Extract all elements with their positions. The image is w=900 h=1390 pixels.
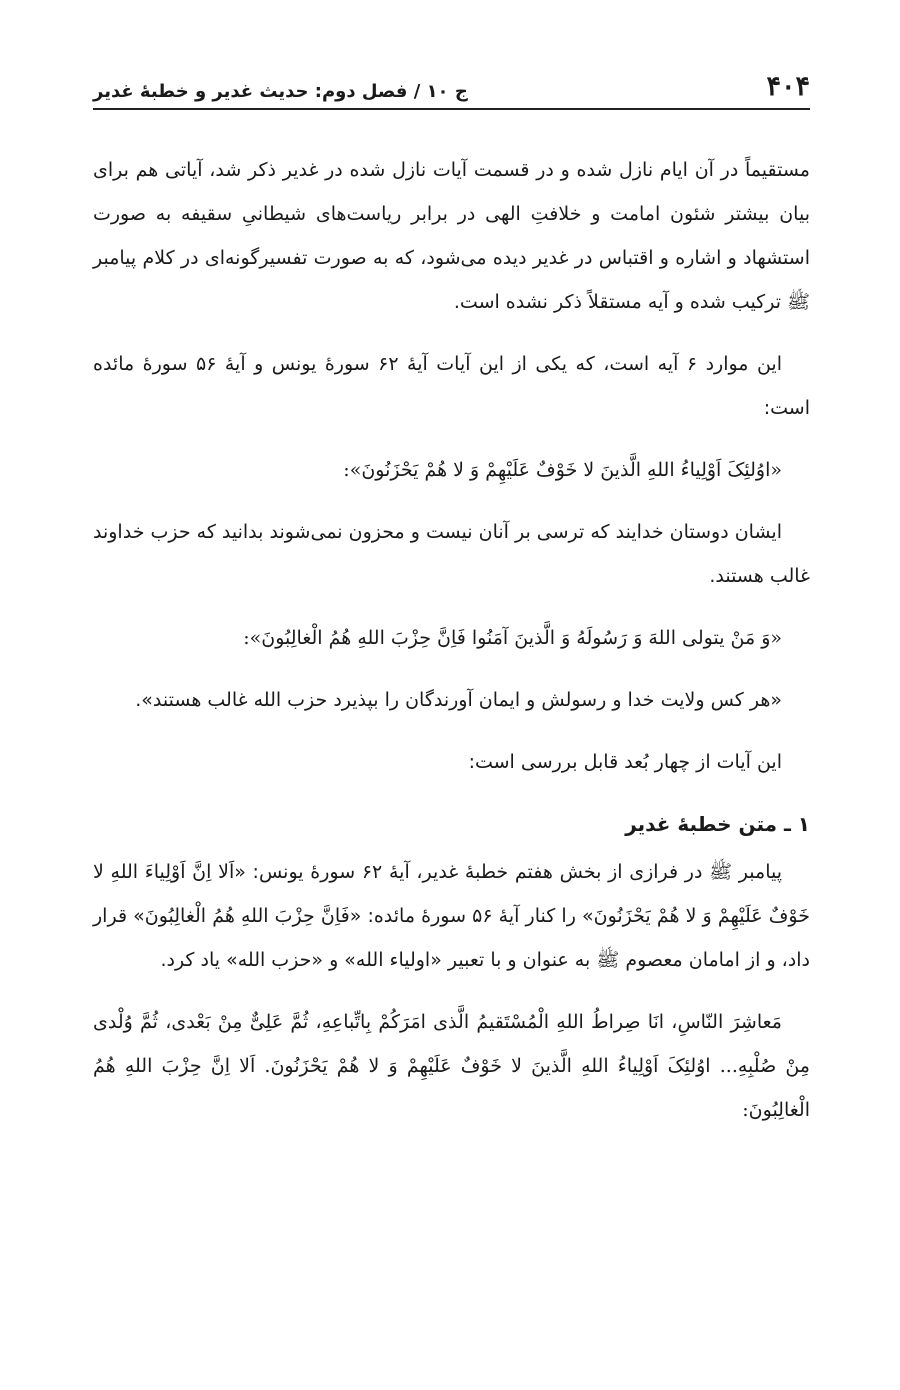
paragraph-sermon-context: پیامبر ﷺ در فرازی از بخش هفتم خطبهٔ غدیر، آیهٔ ۶۲ سورهٔ یونس: «اَلا اِنَّ اَوْلِیاءَ اللهِ لا خَوْفٌ عَلَیْهِمْ وَ لا هُمْ یَحْزَنُونَ» را کنار آیهٔ ۵۶ سورهٔ مائده: «فَاِنَّ حِزْبَ اللهِ هُمُ الْغالِبُونَ» قرار داد، و از امامان معصوم ﷺ به عنوان و با تعبیر «اولیاء الله» و «حزب الله» یاد کرد. xyxy=(93,861,810,971)
quran-quote-maeda: «وَ مَنْ یتولی اللهَ وَ رَسُولَهُ وَ الَّذینَ آمَنُوا فَاِنَّ حِزْبَ اللهِ هُمُ الْغالِبُونَ»: xyxy=(243,627,782,649)
paragraph-translation-1: ایشان دوستان خدایند که ترسی بر آنان نیست و محزون نمی‌شوند بدانید که حزب خداوند غالب هستند. xyxy=(93,521,810,587)
page-header xyxy=(93,62,810,110)
book-page xyxy=(93,62,810,1132)
page-body xyxy=(93,148,810,1132)
paragraph-four-aspects: این آیات از چهار بُعد قابل بررسی است: xyxy=(468,751,782,773)
page-number: ۴۰۴ xyxy=(766,71,810,102)
paragraph-translation-2: «هر کس ولایت خدا و رسولش و ایمان آورندگان را بپذیرد حزب الله غالب هستند». xyxy=(135,689,782,711)
running-title: ج ۱۰ / فصل دوم: حدیث غدیر و خطبهٔ غدیر xyxy=(93,81,468,102)
sermon-quote: مَعاشِرَ النّاسِ، انَا صِراطُ اللهِ الْمُسْتَقیمُ الَّذی امَرَکُمْ بِاتِّباعِهِ، ثُمَّ عَلِیٌّ مِنْ بَعْدی، ثُمَّ وُلْدی مِنْ صُلْبِهِ... اوُلئِکَ اَوْلِیاءُ اللهِ الَّذینَ لا خَوْفٌ عَلَیْهِمْ وَ لا هُمْ یَحْزَنُونَ. اَلا اِنَّ حِزْبَ اللهِ هُمُ الْغالِبُونَ: xyxy=(93,1011,810,1121)
paragraph-verses-count: این موارد ۶ آیه است، که یکی از این آیات آیهٔ ۶۲ سورهٔ یونس و آیهٔ ۵۶ سورهٔ مائده است: xyxy=(93,353,810,419)
paragraph-intro: مستقیماً در آن ایام نازل شده و در قسمت آیات نازل شده در غدیر ذکر شد، آیاتی هم برای بیان بیشتر شئون امامت و خلافتِ الهی در برابر ریاست‌های شیطانیِ سقیفه به صورت استشهاد و اشاره و اقتباس در غدیر دیده می‌شود، که به صورت تفسیرگونه‌ای در کلام پیامبر ﷺ ترکیب شده و آیه مستقلاً ذکر نشده است. xyxy=(93,159,810,313)
section-heading: ۱ ـ متن خطبهٔ غدیر xyxy=(625,812,810,836)
quran-quote-yunus: «اوُلئِکَ اَوْلِیاءُ اللهِ الَّذینَ لا خَوْفٌ عَلَیْهِمْ وَ لا هُمْ یَحْزَنُونَ»: xyxy=(343,459,782,481)
